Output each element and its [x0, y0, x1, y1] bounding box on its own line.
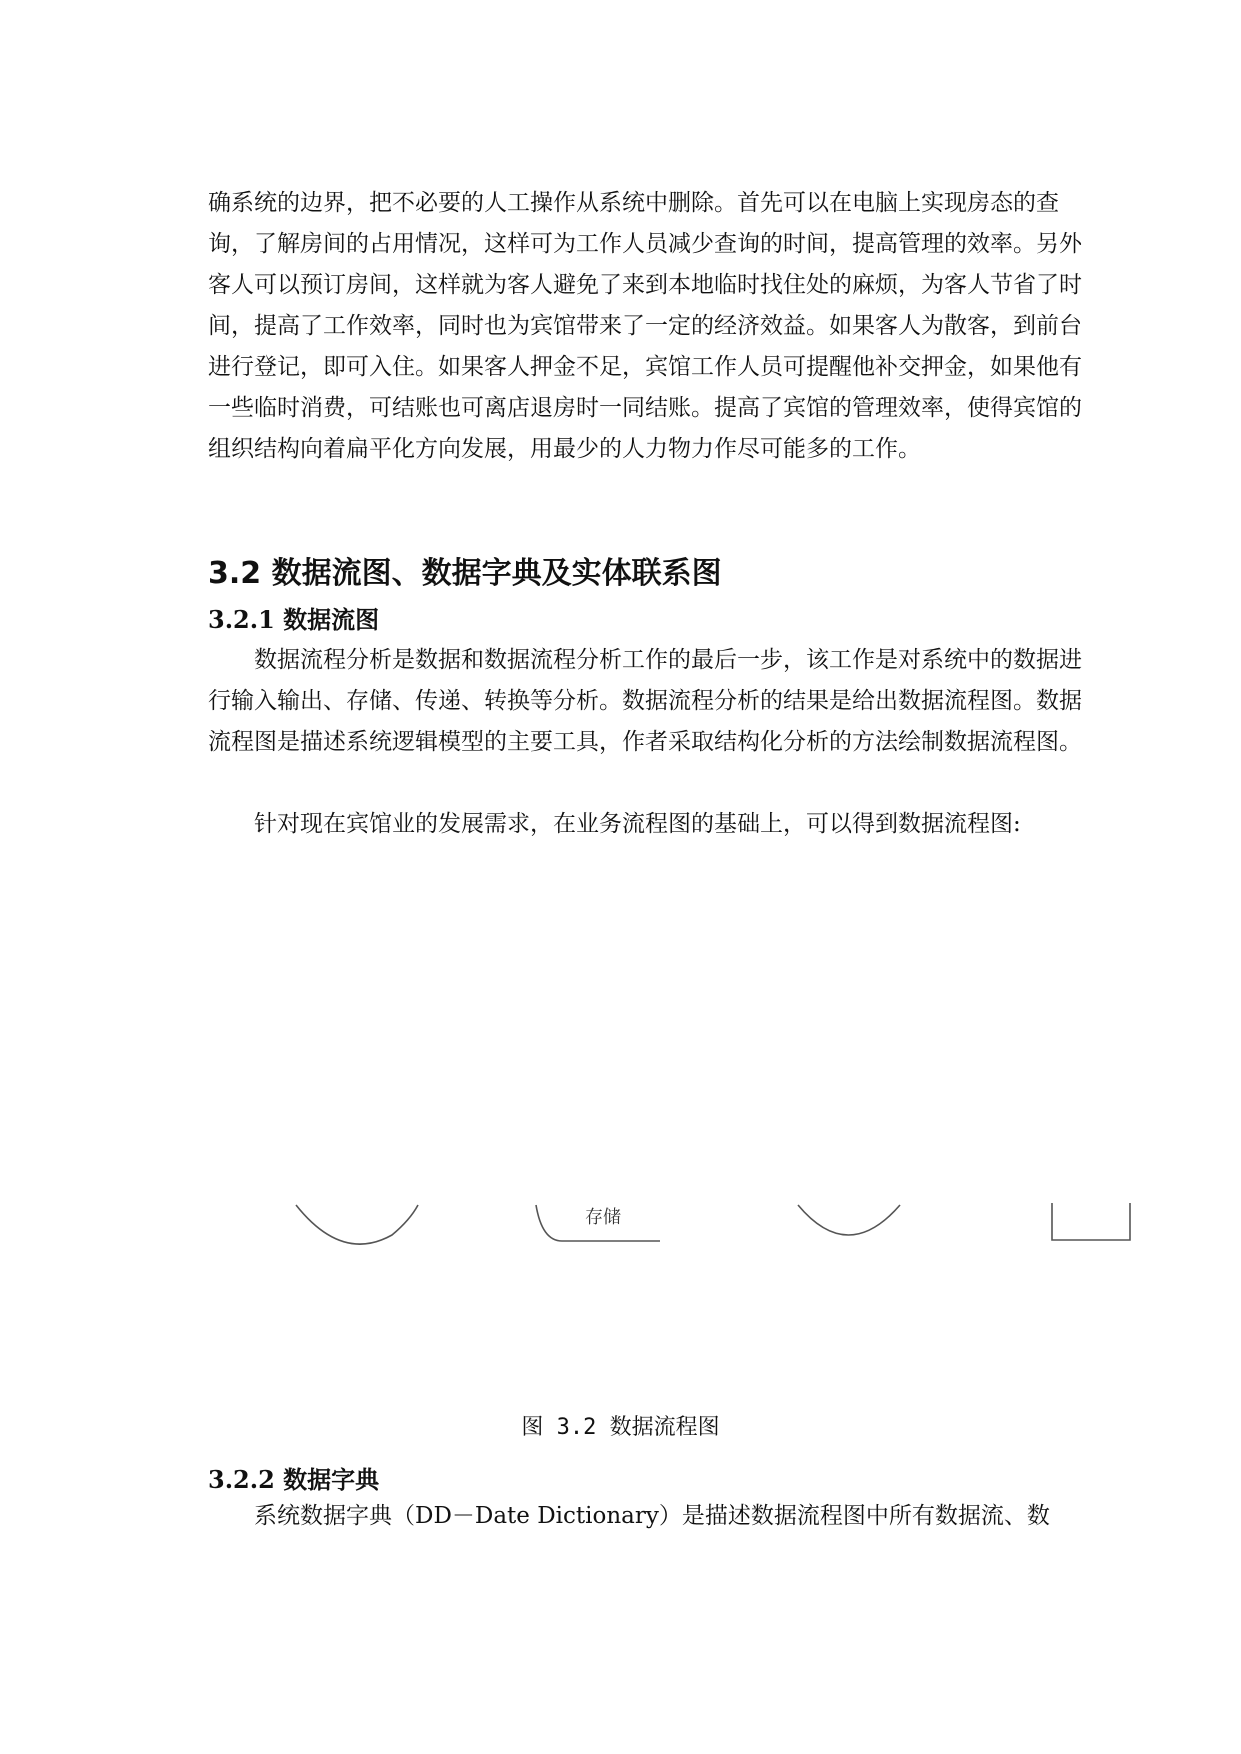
diagram-arc-1 [296, 1205, 418, 1244]
subsection-heading-3-2-2: 3.2.2 数据字典 [208, 1465, 380, 1494]
section-heading-3-2: 3.2 数据流图、数据字典及实体联系图 [208, 556, 722, 591]
figure-caption: 图 3.2 数据流程图 [521, 1415, 720, 1440]
diagram-storage-label: 存储 [585, 1207, 621, 1228]
diagram-arc-2 [798, 1205, 900, 1235]
data-flow-diagram-fragment [280, 1195, 1140, 1295]
paragraph-data-flow-analysis: 数据流程分析是数据和数据流程分析工作的最后一步，该工作是对系统中的数据进行输入输出、存储、传递、转换等分析。数据流程分析的结果是给出数据流程图。数据流程图是描述系统逻辑模型的主要工具，作者采取结构化分析的方法绘制数据流程图。 [208, 647, 1082, 755]
paragraph-dfd-intro: 针对现在宾馆业的发展需求，在业务流程图的基础上，可以得到数据流程图: [254, 811, 1021, 837]
diagram-box-fragment [1052, 1203, 1130, 1240]
paragraph-data-dictionary: 系统数据字典（DD－Date Dictionary）是描述数据流程图中所有数据流、数 [254, 1503, 1050, 1529]
paragraph-system-boundary: 确系统的边界，把不必要的人工操作从系统中删除。首先可以在电脑上实现房态的查询，了解房间的占用情况，这样可为工作人员减少查询的时间，提高管理的效率。另外客人可以预订房间，这样就为客人避免了来到本地临时找住处的麻烦，为客人节省了时间，提高了工作效率，同时也为宾馆带来了一定的经济效益。如果客人为散客，到前台进行登记，即可入住。如果客人押金不足，宾馆工作人员可提醒他补交押金，如果他有一些临时消费，可结账也可离店退房时一同结账。提高了宾馆的管理效率，使得宾馆的组织结构向着扁平化方向发展，用最少的人力物力作尽可能多的工作。 [208, 190, 1082, 462]
subsection-heading-3-2-1: 3.2.1 数据流图 [208, 605, 380, 634]
